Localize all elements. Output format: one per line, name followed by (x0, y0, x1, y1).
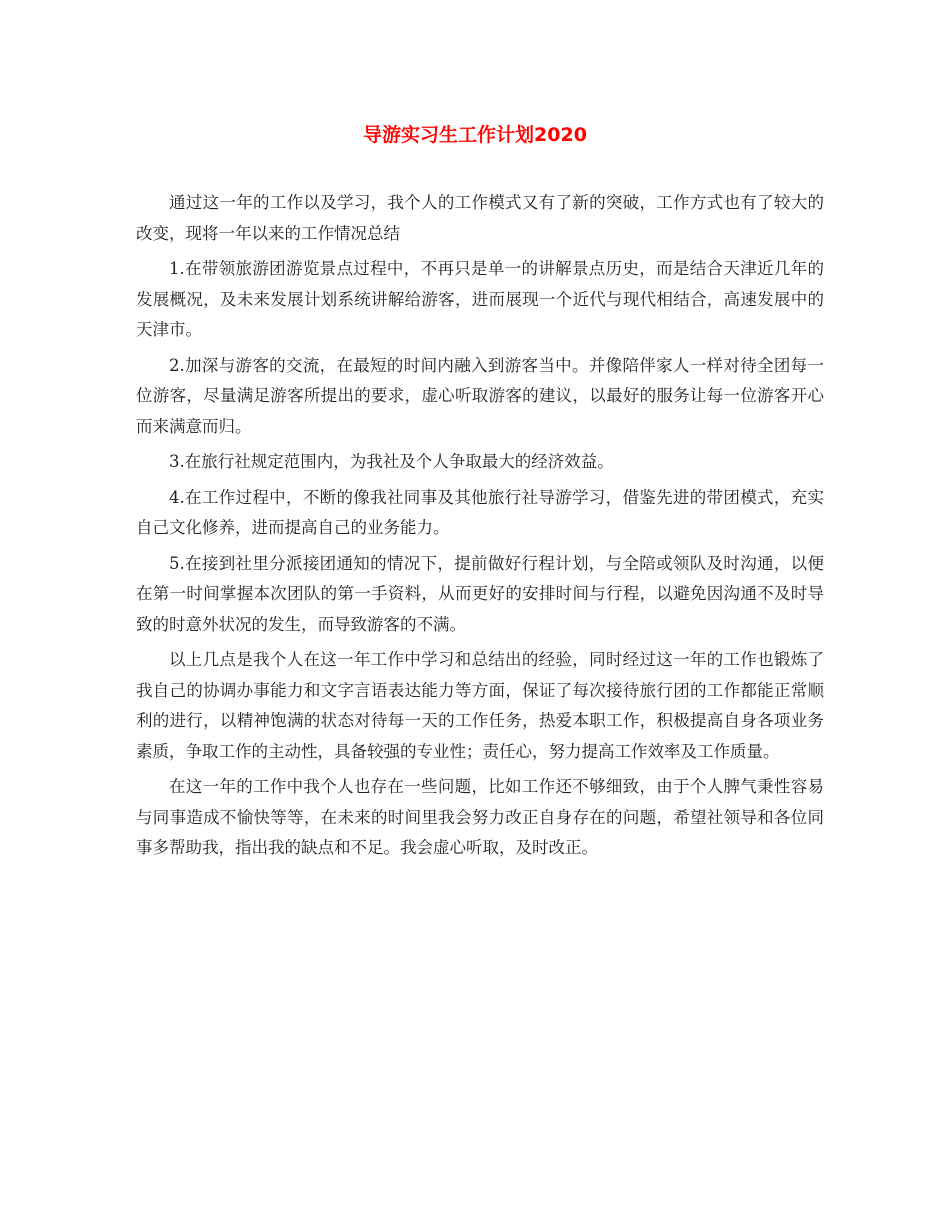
paragraph-item-2: 2.加深与游客的交流，在最短的时间内融入到游客当中。并像陪伴家人一样对待全团每一位游客，尽量满足游客所提出的要求，虚心听取游客的建议，以最好的服务让每一位游客开心而来满意而归。 (136, 355, 824, 436)
paragraph-item-1: 1.在带领旅游团游览景点过程中，不再只是单一的讲解景点历史，而是结合天津近几年的发展概况，及未来发展计划系统讲解给游客，进而展现一个近代与现代相结合，高速发展中的天津市。 (136, 259, 824, 339)
paragraph-item-4: 4.在工作过程中，不断的像我社同事及其他旅行社导游学习，借鉴先进的带团模式，充实自己文化修养，进而提高自己的业务能力。 (136, 487, 824, 537)
paragraph-summary: 以上几点是我个人在这一年工作中学习和总结出的经验，同时经过这一年的工作也锻炼了我自己的协调办事能力和文字言语表达能力等方面，保证了每次接待旅行团的工作都能正常顺利的进行，以精神饱满的状态对待每一天的工作任务，热爱本职工作，积极提高自身各项业务素质，争取工作的主动性，具备较强的专业性；责任心，努力提高工作效率及工作质量。 (136, 650, 824, 761)
paragraph-item-5: 5.在接到社里分派接团通知的情况下，提前做好行程计划，与全陪或领队及时沟通，以便在第一时间掌握本次团队的第一手资料，从而更好的安排时间与行程，以避免因沟通不及时导致的时意外状况的发生，而导致游客的不满。 (136, 553, 824, 634)
document-title: 导游实习生工作计划2020 (363, 124, 587, 146)
paragraph-item-3: 3.在旅行社规定范围内，为我社及个人争取最大的经济效益。 (169, 452, 614, 471)
paragraph-problems: 在这一年的工作中我个人也存在一些问题，比如工作还不够细致，由于个人脾气秉性容易与同事造成不愉快等等，在未来的时间里我会努力改正自身存在的问题，希望社领导和各位同事多帮助我，指出我的缺点和不足。我会虚心听取，及时改正。 (136, 777, 824, 857)
paragraph-intro: 通过这一年的工作以及学习，我个人的工作模式又有了新的突破，工作方式也有了较大的改变，现将一年以来的工作情况总结 (136, 193, 824, 243)
document-body (136, 188, 824, 864)
